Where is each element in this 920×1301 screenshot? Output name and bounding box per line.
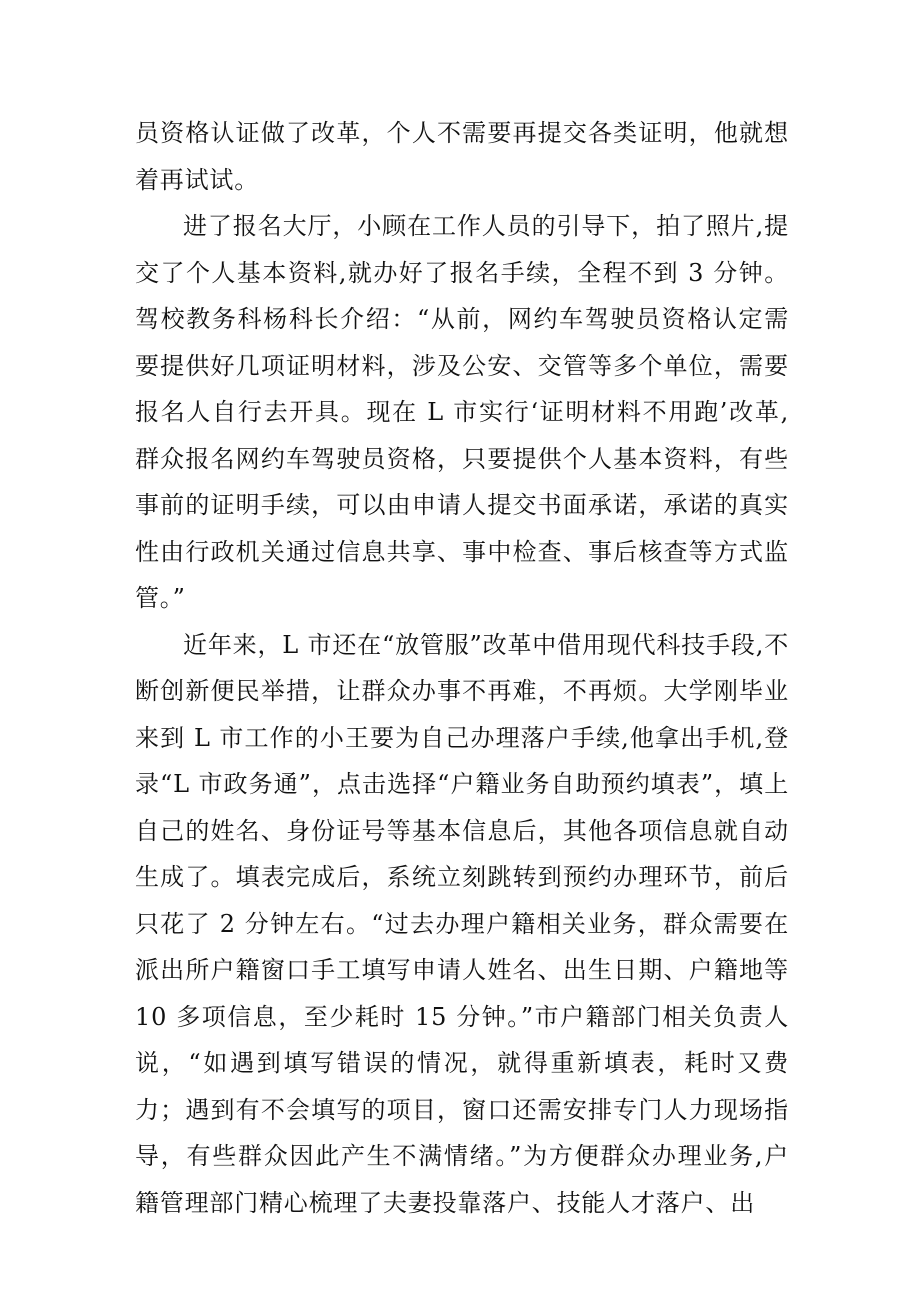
paragraph-household-registration: 近年来，L 市还在“放管服”改革中借用现代科技手段,不断创新便民举措，让群众办事不再难，不再烦。大学刚毕业来到 L 市工作的小王要为自己办理落户手续,他拿出手机,登录“L 市政务通”，点击选择“户籍业务自助预约填表”，填上自己的姓名、身份证号等基本信息后，其他各项信息就自动生成了。填表完成后，系统立刻跳转到预约办理环节，前后只花了 2 分钟左右。“过去办理户籍相关业务，群众需要在派出所户籍窗口手工填写申请人姓名、出生日期、户籍地等 10 多项信息，至少耗时 15 分钟。”市户籍部门相关负责人说，“如遇到填写错误的情况，就得重新填表，耗时又费力；遇到有不会填写的项目，窗口还需安排专门人力现场指导，有些群众因此产生不满情绪。”为方便群众办理业务,户籍管理部门精心梳理了夫妻投靠落户、技能人才落户、出 xyxy=(135,630,789,1217)
paragraph-registration-hall: 进了报名大厅，小顾在工作人员的引导下，拍了照片,提交了个人基本资料,就办好了报名手续，全程不到 3 分钟。驾校教务科杨科长介绍：“从前，网约车驾驶员资格认定需要提供好几项证明材料，涉及公安、交管等多个单位，需要报名人自行去开具。现在 L 市实行‘证明材料不用跑’改革,群众报名网约车驾驶员资格，只要提供个人基本资料，有些事前的证明手续，可以由申请人提交书面承诺，承诺的真实性由行政机关通过信息共享、事中检查、事后核查等方式监管。” xyxy=(135,212,789,612)
paragraph-continuation: 员资格认证做了改革，个人不需要再提交各类证明，他就想着再试试。 xyxy=(135,119,789,194)
document-body xyxy=(135,110,789,1226)
